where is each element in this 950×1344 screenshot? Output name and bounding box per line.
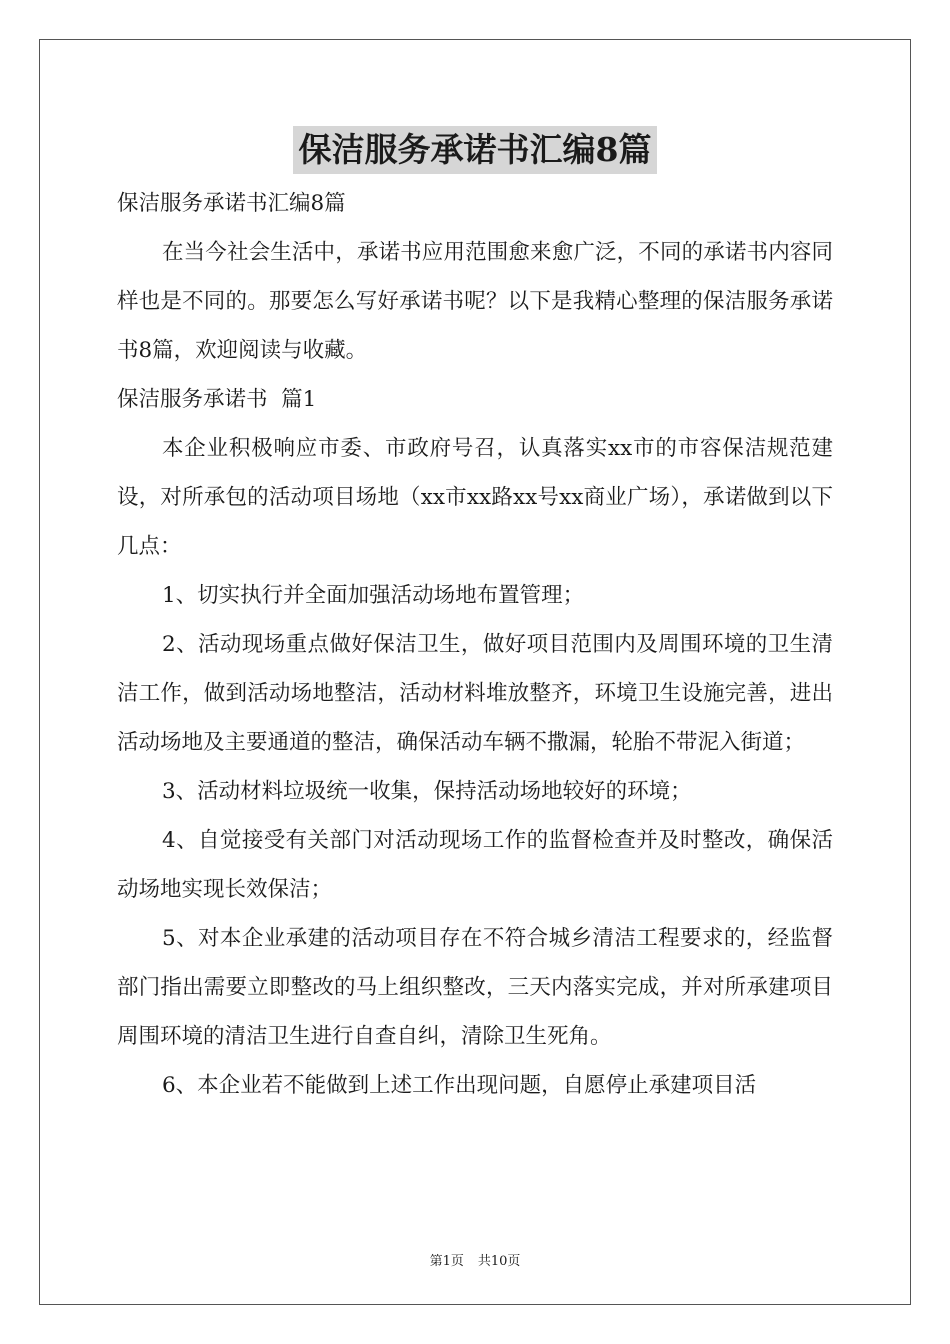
intro-paragraph: 在当今社会生活中，承诺书应用范围愈来愈广泛，不同的承诺书内容同样也是不同的。那要怎么写好承诺书呢？以下是我精心整理的保洁服务承诺书8篇，欢迎阅读与收藏。 [117, 240, 833, 363]
list-item: 1、切实执行并全面加强活动场地布置管理； [162, 583, 585, 608]
section-heading: 保洁服务承诺书 篇1 [117, 387, 317, 412]
page-footer [0, 1250, 950, 1269]
list-item: 2、活动现场重点做好保洁卫生，做好项目范围内及周围环境的卫生清洁工作，做到活动场地整洁，活动材料堆放整齐，环境卫生设施完善，进出活动场地及主要通道的整洁，确保活动车辆不撒漏，轮胎不带泥入街道； [117, 632, 833, 755]
list-item: 6、本企业若不能做到上述工作出现问题，自愿停止承建项目活 [162, 1073, 757, 1098]
list-item: 3、活动材料垃圾统一收集，保持活动场地较好的环境； [162, 779, 692, 804]
document-body [117, 179, 833, 1110]
page-number: 第1页 [429, 1254, 464, 1269]
page-total: 共10页 [477, 1254, 521, 1269]
document-title-text: 保洁服务承诺书汇编8篇 [293, 126, 658, 174]
body-paragraph: 本企业积极响应市委、市政府号召，认真落实xx市的市容保洁规范建设，对所承包的活动项目场地（xx市xx路xx号xx商业广场），承诺做到以下几点： [117, 436, 833, 559]
list-item: 5、对本企业承建的活动项目存在不符合城乡清洁工程要求的，经监督部门指出需要立即整改的马上组织整改，三天内落实完成，并对所承建项目周围环境的清洁卫生进行自查自纠，清除卫生死角。 [117, 926, 833, 1049]
list-item: 4、自觉接受有关部门对活动现场工作的监督检查并及时整改，确保活动场地实现长效保洁； [117, 828, 833, 902]
document-subtitle: 保洁服务承诺书汇编8篇 [117, 191, 346, 216]
document-title [0, 126, 950, 174]
